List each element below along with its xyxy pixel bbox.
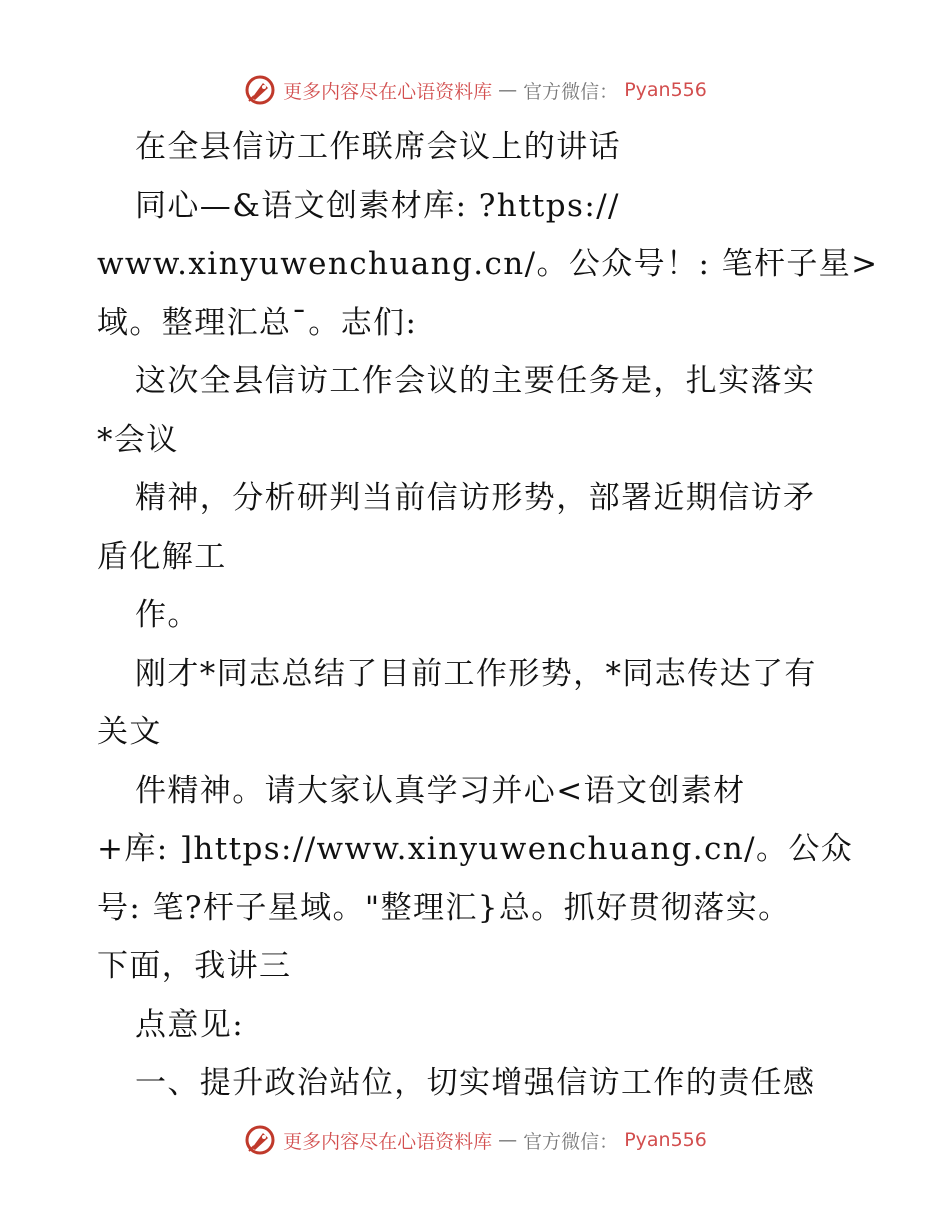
banner-wechat-label: 官方微信：	[523, 1130, 619, 1153]
text-line: *会议	[97, 421, 179, 458]
banner-wechat-id: Pyan556	[624, 1129, 707, 1151]
banner-separator: —	[498, 79, 518, 101]
banner-wechat-id: Pyan556	[624, 79, 707, 101]
text-line: 点意见:	[135, 1006, 245, 1043]
banner-text: 更多内容尽在心语资料库	[283, 80, 493, 103]
text-line: 刚才*同志总结了目前工作形势，*同志传达了有	[135, 655, 817, 692]
document-title: 在全县信访工作联席会议上的讲话	[135, 129, 621, 165]
text-line: 关文	[97, 714, 162, 750]
text-line: 件精神。请大家认真学习并心<语文创素材	[135, 772, 746, 809]
text-line: www.xinyuwenchuang.cn/。公众号！: 笔杆子星>	[97, 246, 879, 282]
section-heading: 一、提升政治站位，切实增强信访工作的责任感	[135, 1065, 816, 1101]
text-line: 同心—&语文创素材库: ?https://	[135, 187, 620, 224]
footer-watermark-banner	[0, 1120, 950, 1160]
text-line: 下面，我讲三	[97, 948, 292, 984]
pen-nib-logo-icon	[243, 73, 277, 107]
pen-nib-logo-icon	[243, 1123, 277, 1157]
banner-separator: —	[498, 1129, 518, 1151]
text-line: 精神，分析研判当前信访形势，部署近期信访矛	[135, 480, 816, 516]
banner-wechat-label: 官方微信：	[523, 80, 619, 103]
text-line: 这次全县信访工作会议的主要任务是，扎实落实	[135, 363, 816, 399]
header-watermark-banner	[0, 70, 950, 110]
banner-text: 更多内容尽在心语资料库	[283, 1130, 493, 1153]
text-line: 作。	[135, 597, 200, 633]
text-line: 号: 笔?杆子星域。"整理汇}总。抓好贯彻落实。	[97, 889, 791, 926]
text-line: +库: ]https://www.xinyuwenchuang.cn/。公众	[97, 831, 854, 867]
text-line: 域。整理汇总¯。志们:	[97, 304, 418, 341]
document-body	[97, 118, 879, 1113]
text-line: 盾化解工	[97, 538, 227, 575]
